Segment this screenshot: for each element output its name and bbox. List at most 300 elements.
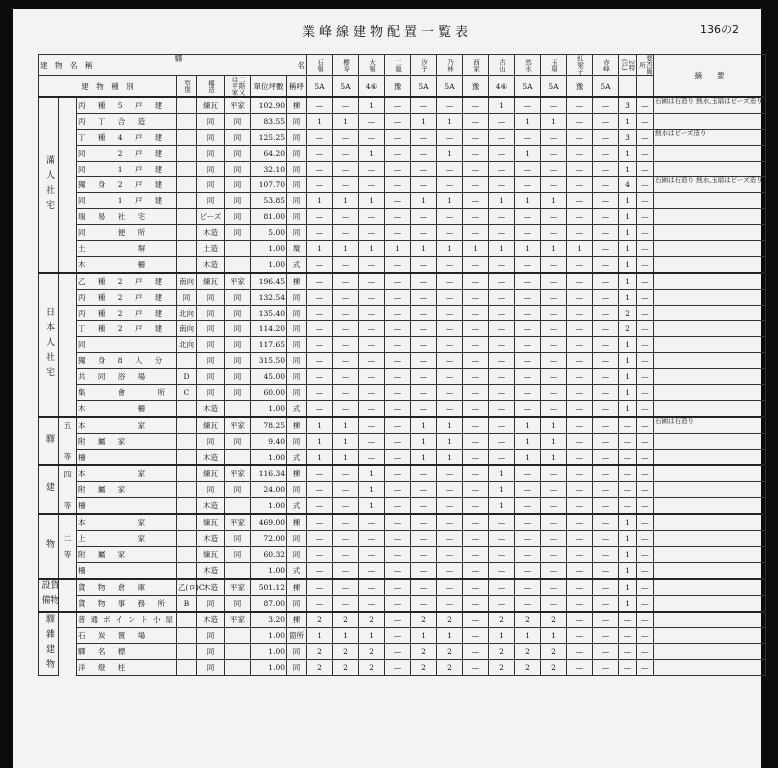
- blank-cell: [59, 193, 77, 209]
- header-station-5: 乃林: [437, 55, 463, 76]
- unit-cell: 式: [287, 562, 307, 578]
- count-cell: —: [411, 353, 437, 369]
- count-cell: —: [359, 546, 385, 562]
- table-row: [39, 465, 766, 481]
- area-cell: 1.00: [251, 400, 287, 416]
- required-count-cell: —: [637, 353, 654, 369]
- count-cell: —: [567, 97, 593, 113]
- count-cell: —: [541, 129, 567, 145]
- unit-cell: 同: [287, 660, 307, 676]
- remark-cell: [654, 225, 766, 241]
- count-cell: —: [411, 256, 437, 272]
- count-cell: —: [385, 482, 411, 498]
- count-cell: —: [541, 145, 567, 161]
- count-cell: —: [593, 514, 619, 530]
- count-cell: —: [541, 595, 567, 611]
- count-cell: —: [333, 482, 359, 498]
- count-cell: —: [463, 113, 489, 129]
- count-cell: —: [567, 400, 593, 416]
- remark-cell: [654, 337, 766, 353]
- count-cell: —: [333, 337, 359, 353]
- count-cell: —: [359, 417, 385, 433]
- count-cell: —: [437, 161, 463, 177]
- count-cell: —: [307, 546, 333, 562]
- count-cell: —: [359, 161, 385, 177]
- count-cell: —: [411, 482, 437, 498]
- remark-cell: [654, 289, 766, 305]
- special-count-cell: 2: [619, 321, 637, 337]
- count-cell: —: [385, 113, 411, 129]
- count-cell: 2: [541, 612, 567, 628]
- area-cell: 83.55: [251, 113, 287, 129]
- count-cell: —: [437, 337, 463, 353]
- count-cell: —: [541, 353, 567, 369]
- count-cell: —: [307, 97, 333, 113]
- required-count-cell: —: [637, 129, 654, 145]
- count-cell: 1: [489, 465, 515, 481]
- count-cell: 1: [437, 193, 463, 209]
- count-cell: —: [567, 531, 593, 547]
- count-cell: —: [567, 465, 593, 481]
- blank-cell: [59, 660, 77, 676]
- count-cell: —: [593, 337, 619, 353]
- type-cell: [177, 145, 197, 161]
- count-cell: —: [437, 579, 463, 595]
- type-cell: [177, 449, 197, 465]
- structure-cell: 同: [197, 433, 225, 449]
- count-cell: —: [307, 498, 333, 514]
- required-count-cell: —: [637, 193, 654, 209]
- count-cell: 2: [437, 644, 463, 660]
- blank-cell: [59, 273, 77, 289]
- unit-cell: 式: [287, 449, 307, 465]
- area-cell: 501.12: [251, 579, 287, 595]
- floors-cell: [225, 400, 251, 416]
- count-cell: —: [593, 546, 619, 562]
- count-cell: —: [567, 209, 593, 225]
- blank-cell: [59, 97, 77, 113]
- header-station-2: 大嶺: [359, 55, 385, 76]
- header-station-6: 西家: [463, 55, 489, 76]
- count-cell: 1: [333, 628, 359, 644]
- count-cell: —: [463, 273, 489, 289]
- count-cell: —: [307, 579, 333, 595]
- type-cell: [177, 433, 197, 449]
- unit-cell: 同: [287, 595, 307, 611]
- building-name-cell: 洋 燈 柱: [77, 660, 177, 676]
- remark-cell: [654, 612, 766, 628]
- type-cell: [177, 161, 197, 177]
- count-cell: 1: [489, 97, 515, 113]
- count-cell: —: [359, 449, 385, 465]
- header-station-10: 紅梁子: [567, 55, 593, 76]
- count-cell: —: [593, 145, 619, 161]
- count-cell: 1: [541, 113, 567, 129]
- count-cell: 1: [359, 97, 385, 113]
- count-cell: —: [541, 289, 567, 305]
- remark-cell: [654, 385, 766, 401]
- unit-cell: 同: [287, 531, 307, 547]
- remark-cell: [654, 514, 766, 530]
- count-cell: —: [593, 129, 619, 145]
- floors-cell: 同: [225, 433, 251, 449]
- remark-cell: [654, 241, 766, 257]
- count-cell: —: [489, 256, 515, 272]
- count-cell: —: [307, 465, 333, 481]
- type-cell: [177, 400, 197, 416]
- count-cell: —: [515, 177, 541, 193]
- count-cell: —: [411, 289, 437, 305]
- count-cell: —: [515, 514, 541, 530]
- count-cell: —: [567, 161, 593, 177]
- count-cell: —: [411, 369, 437, 385]
- count-cell: —: [489, 562, 515, 578]
- count-cell: —: [463, 482, 489, 498]
- count-cell: —: [515, 562, 541, 578]
- remark-cell: [654, 400, 766, 416]
- count-cell: —: [463, 546, 489, 562]
- blank-cell: [59, 256, 77, 272]
- floors-cell: 平家: [225, 273, 251, 289]
- header-special-blank: [619, 76, 637, 98]
- required-count-cell: —: [637, 209, 654, 225]
- count-cell: —: [593, 241, 619, 257]
- count-cell: 2: [541, 660, 567, 676]
- count-cell: —: [463, 256, 489, 272]
- header-class-0: 5A: [307, 76, 333, 98]
- count-cell: —: [593, 449, 619, 465]
- count-cell: —: [333, 369, 359, 385]
- blank-cell: [59, 612, 77, 628]
- blank-cell: [59, 177, 77, 193]
- table-row: [39, 321, 766, 337]
- floors-cell: 同: [225, 337, 251, 353]
- count-cell: —: [437, 321, 463, 337]
- unit-cell: 同: [287, 353, 307, 369]
- floors-cell: 同: [225, 193, 251, 209]
- station-class-cell: 四: [59, 465, 77, 481]
- type-cell: [177, 612, 197, 628]
- count-cell: —: [567, 562, 593, 578]
- type-cell: [177, 209, 197, 225]
- section-label: 物: [39, 514, 59, 579]
- special-count-cell: 1: [619, 193, 637, 209]
- count-cell: 2: [333, 660, 359, 676]
- remark-cell: [654, 273, 766, 289]
- blank-cell: [59, 305, 77, 321]
- unit-cell: 同: [287, 113, 307, 129]
- count-cell: —: [515, 225, 541, 241]
- count-cell: —: [541, 97, 567, 113]
- count-cell: —: [333, 353, 359, 369]
- structure-cell: 同: [197, 177, 225, 193]
- count-cell: 1: [411, 241, 437, 257]
- count-cell: —: [489, 531, 515, 547]
- count-cell: —: [463, 660, 489, 676]
- count-cell: 1: [489, 628, 515, 644]
- count-cell: 1: [515, 145, 541, 161]
- count-cell: —: [307, 225, 333, 241]
- unit-cell: 同: [287, 289, 307, 305]
- area-cell: 132.54: [251, 289, 287, 305]
- header-station-3: 二龍: [385, 55, 411, 76]
- count-cell: —: [437, 256, 463, 272]
- header-special-col: 2特(戸): [619, 55, 637, 76]
- floors-cell: 同: [225, 161, 251, 177]
- floors-cell: 同: [225, 546, 251, 562]
- count-cell: —: [385, 546, 411, 562]
- station-class-cell: [59, 562, 77, 578]
- count-cell: —: [593, 321, 619, 337]
- count-cell: —: [333, 579, 359, 595]
- station-class-cell: [59, 482, 77, 498]
- count-cell: —: [541, 562, 567, 578]
- count-cell: —: [489, 546, 515, 562]
- count-cell: 2: [359, 644, 385, 660]
- header-station-7: 古山: [489, 55, 515, 76]
- count-cell: —: [333, 225, 359, 241]
- count-cell: —: [567, 628, 593, 644]
- type-cell: [177, 660, 197, 676]
- unit-cell: 棟: [287, 465, 307, 481]
- required-count-cell: —: [637, 433, 654, 449]
- floors-cell: 同: [225, 129, 251, 145]
- count-cell: —: [567, 145, 593, 161]
- count-cell: —: [489, 209, 515, 225]
- floors-cell: 同: [225, 595, 251, 611]
- count-cell: 2: [307, 612, 333, 628]
- count-cell: 1: [541, 417, 567, 433]
- floors-cell: [225, 644, 251, 660]
- type-cell: [177, 113, 197, 129]
- count-cell: —: [437, 369, 463, 385]
- type-cell: [177, 417, 197, 433]
- count-cell: —: [593, 531, 619, 547]
- count-cell: —: [411, 531, 437, 547]
- building-name-cell: 本 家: [77, 465, 177, 481]
- building-name-cell: 同: [77, 337, 177, 353]
- count-cell: 2: [307, 644, 333, 660]
- count-cell: —: [463, 562, 489, 578]
- special-count-cell: 1: [619, 225, 637, 241]
- building-name-cell: 柵: [77, 562, 177, 578]
- count-cell: 1: [333, 241, 359, 257]
- count-cell: —: [333, 498, 359, 514]
- count-cell: —: [567, 289, 593, 305]
- blank-cell: [59, 369, 77, 385]
- count-cell: —: [333, 562, 359, 578]
- count-cell: —: [593, 417, 619, 433]
- count-cell: —: [385, 129, 411, 145]
- count-cell: —: [463, 531, 489, 547]
- count-cell: —: [567, 595, 593, 611]
- unit-cell: 同: [287, 161, 307, 177]
- count-cell: —: [541, 273, 567, 289]
- count-cell: —: [359, 177, 385, 193]
- table-row: [39, 644, 766, 660]
- building-name-cell: 木 柵: [77, 256, 177, 272]
- building-name-cell: 普通ポイント小屋: [77, 612, 177, 628]
- unit-cell: 同: [287, 433, 307, 449]
- floors-cell: [225, 660, 251, 676]
- table-row: [39, 482, 766, 498]
- required-count-cell: —: [637, 498, 654, 514]
- count-cell: 1: [307, 449, 333, 465]
- area-cell: 135.40: [251, 305, 287, 321]
- count-cell: —: [437, 531, 463, 547]
- header-building-name-label: 建 物 名 稱: [40, 60, 93, 70]
- count-cell: —: [593, 482, 619, 498]
- count-cell: 1: [541, 449, 567, 465]
- required-count-cell: —: [637, 97, 654, 113]
- floors-cell: 同: [225, 289, 251, 305]
- count-cell: —: [463, 305, 489, 321]
- table-row: [39, 353, 766, 369]
- count-cell: —: [385, 145, 411, 161]
- special-count-cell: —: [619, 482, 637, 498]
- structure-cell: 同: [197, 289, 225, 305]
- special-count-cell: —: [619, 628, 637, 644]
- header-class-11: 5A: [593, 76, 619, 98]
- required-count-cell: —: [637, 161, 654, 177]
- header-station-0: 石嶺: [307, 55, 333, 76]
- area-cell: 1.00: [251, 644, 287, 660]
- required-count-cell: —: [637, 305, 654, 321]
- count-cell: —: [359, 433, 385, 449]
- count-cell: —: [541, 400, 567, 416]
- count-cell: —: [307, 353, 333, 369]
- unit-cell: 箇所: [287, 628, 307, 644]
- count-cell: —: [307, 595, 333, 611]
- table-row: [39, 113, 766, 129]
- floors-cell: 平家: [225, 465, 251, 481]
- count-cell: —: [567, 498, 593, 514]
- count-cell: —: [411, 225, 437, 241]
- count-cell: —: [515, 289, 541, 305]
- count-cell: —: [489, 305, 515, 321]
- structure-cell: 木造: [197, 449, 225, 465]
- required-count-cell: —: [637, 337, 654, 353]
- count-cell: —: [541, 161, 567, 177]
- count-cell: —: [385, 579, 411, 595]
- structure-cell: 同: [197, 161, 225, 177]
- station-class-cell: 二: [59, 531, 77, 547]
- special-count-cell: 1: [619, 546, 637, 562]
- floors-cell: 同: [225, 385, 251, 401]
- table-row: [39, 305, 766, 321]
- remark-cell: [654, 482, 766, 498]
- type-cell: [177, 241, 197, 257]
- count-cell: —: [411, 595, 437, 611]
- floors-cell: 同: [225, 353, 251, 369]
- structure-cell: 木造: [197, 400, 225, 416]
- required-count-cell: —: [637, 595, 654, 611]
- floors-cell: 同: [225, 369, 251, 385]
- count-cell: 1: [515, 433, 541, 449]
- area-cell: 114.20: [251, 321, 287, 337]
- remark-cell: [654, 579, 766, 595]
- count-cell: —: [385, 97, 411, 113]
- structure-cell: 同: [197, 129, 225, 145]
- section-label: 日本人社宅: [39, 273, 59, 417]
- area-cell: 196.45: [251, 273, 287, 289]
- count-cell: —: [463, 595, 489, 611]
- table-row: [39, 241, 766, 257]
- count-cell: —: [593, 644, 619, 660]
- header-class-2: 4⑥: [359, 76, 385, 98]
- floors-cell: [225, 241, 251, 257]
- special-count-cell: 1: [619, 273, 637, 289]
- building-name-cell: 貨 物 事 務 所: [77, 595, 177, 611]
- required-count-cell: —: [637, 321, 654, 337]
- area-cell: 64.20: [251, 145, 287, 161]
- count-cell: 1: [515, 241, 541, 257]
- count-cell: —: [359, 579, 385, 595]
- blank-cell: [59, 321, 77, 337]
- count-cell: 1: [411, 449, 437, 465]
- count-cell: —: [333, 97, 359, 113]
- count-cell: 1: [541, 628, 567, 644]
- header-class-4: 5A: [411, 76, 437, 98]
- count-cell: —: [567, 273, 593, 289]
- required-count-cell: —: [637, 628, 654, 644]
- special-count-cell: 1: [619, 256, 637, 272]
- count-cell: —: [359, 321, 385, 337]
- floors-cell: [225, 256, 251, 272]
- count-cell: —: [385, 514, 411, 530]
- area-cell: 53.85: [251, 193, 287, 209]
- count-cell: —: [437, 305, 463, 321]
- floors-cell: 平家: [225, 514, 251, 530]
- header-class-5: 5A: [437, 76, 463, 98]
- type-cell: [177, 546, 197, 562]
- count-cell: —: [593, 193, 619, 209]
- area-cell: 81.00: [251, 209, 287, 225]
- count-cell: —: [515, 97, 541, 113]
- count-cell: 2: [515, 644, 541, 660]
- count-cell: —: [541, 546, 567, 562]
- floors-cell: [225, 628, 251, 644]
- structure-cell: 木造: [197, 256, 225, 272]
- count-cell: —: [463, 337, 489, 353]
- remark-cell: [654, 562, 766, 578]
- building-name-cell: 附 屬 家: [77, 546, 177, 562]
- count-cell: —: [463, 129, 489, 145]
- special-count-cell: 1: [619, 514, 637, 530]
- station-class-cell: [59, 514, 77, 530]
- table-row: [39, 177, 766, 193]
- count-cell: 1: [333, 113, 359, 129]
- count-cell: —: [359, 385, 385, 401]
- count-cell: —: [567, 612, 593, 628]
- count-cell: —: [567, 321, 593, 337]
- unit-cell: 同: [287, 644, 307, 660]
- count-cell: —: [567, 660, 593, 676]
- blank-cell: [59, 113, 77, 129]
- building-name-cell: 石 炭 置 場: [77, 628, 177, 644]
- count-cell: —: [333, 273, 359, 289]
- count-cell: —: [333, 400, 359, 416]
- remark-cell: 石圍は石造り: [654, 417, 766, 433]
- count-cell: —: [463, 417, 489, 433]
- type-cell: [177, 562, 197, 578]
- count-cell: —: [411, 385, 437, 401]
- header-required-blank: [637, 76, 654, 98]
- count-cell: 2: [437, 660, 463, 676]
- count-cell: —: [593, 209, 619, 225]
- station-class-cell: 五: [59, 417, 77, 433]
- count-cell: —: [541, 369, 567, 385]
